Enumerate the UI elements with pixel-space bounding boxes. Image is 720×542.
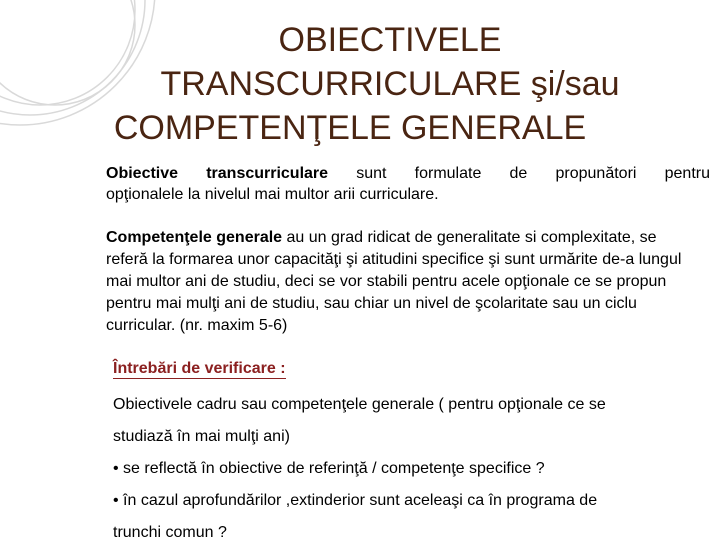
paragraph-line: opţionalele la nivelul mai multor arii curriculare. [106,186,439,203]
term-obiective: Obiective transcurriculare [106,165,329,182]
paragraph-text: sunt formulate de propunători pentru [328,165,710,182]
paragraph-text: au un grad ridicat de generalitate si complexitate, se referă la formarea unor capacităţi şi atitudini specifice şi sunt urmărite de-a lungul mai multor ani de studiu, deci se vor stabili pentru acele opţionale ce se propun pentru mai mulţi ani de studiu, sau chiar un nivel de şcolaritate sau un ciclu curricular. (nr. maxim 5-6) [106,229,682,334]
question-line: Obiectivele cadru sau competenţele generale ( pentru opţionale ce se [113,396,606,413]
title-line-1: OBIECTIVELE [278,21,502,59]
paragraph-transcurricular [106,163,710,205]
title-line-3: COMPETENŢELE GENERALE [113,109,587,147]
question-bullet: • în cazul aprofundărilor ,extinderior sunt aceleaşi ca în programa de [113,492,598,509]
paragraph-competente [106,227,682,337]
question-line: trunchi comun ? [113,524,227,541]
slide-title [60,18,720,150]
question-bullet: • se reflectă în obiective de referinţă / competenţe specifice ? [113,460,545,477]
term-competente: Competenţele generale [106,229,283,246]
title-line-2: TRANSCURRICULARE şi/sau [160,65,620,103]
paragraph-line [106,163,710,184]
question-line: studiază în mai mulţi ani) [113,428,290,445]
questions-heading: Întrebări de verificare : [113,360,286,377]
